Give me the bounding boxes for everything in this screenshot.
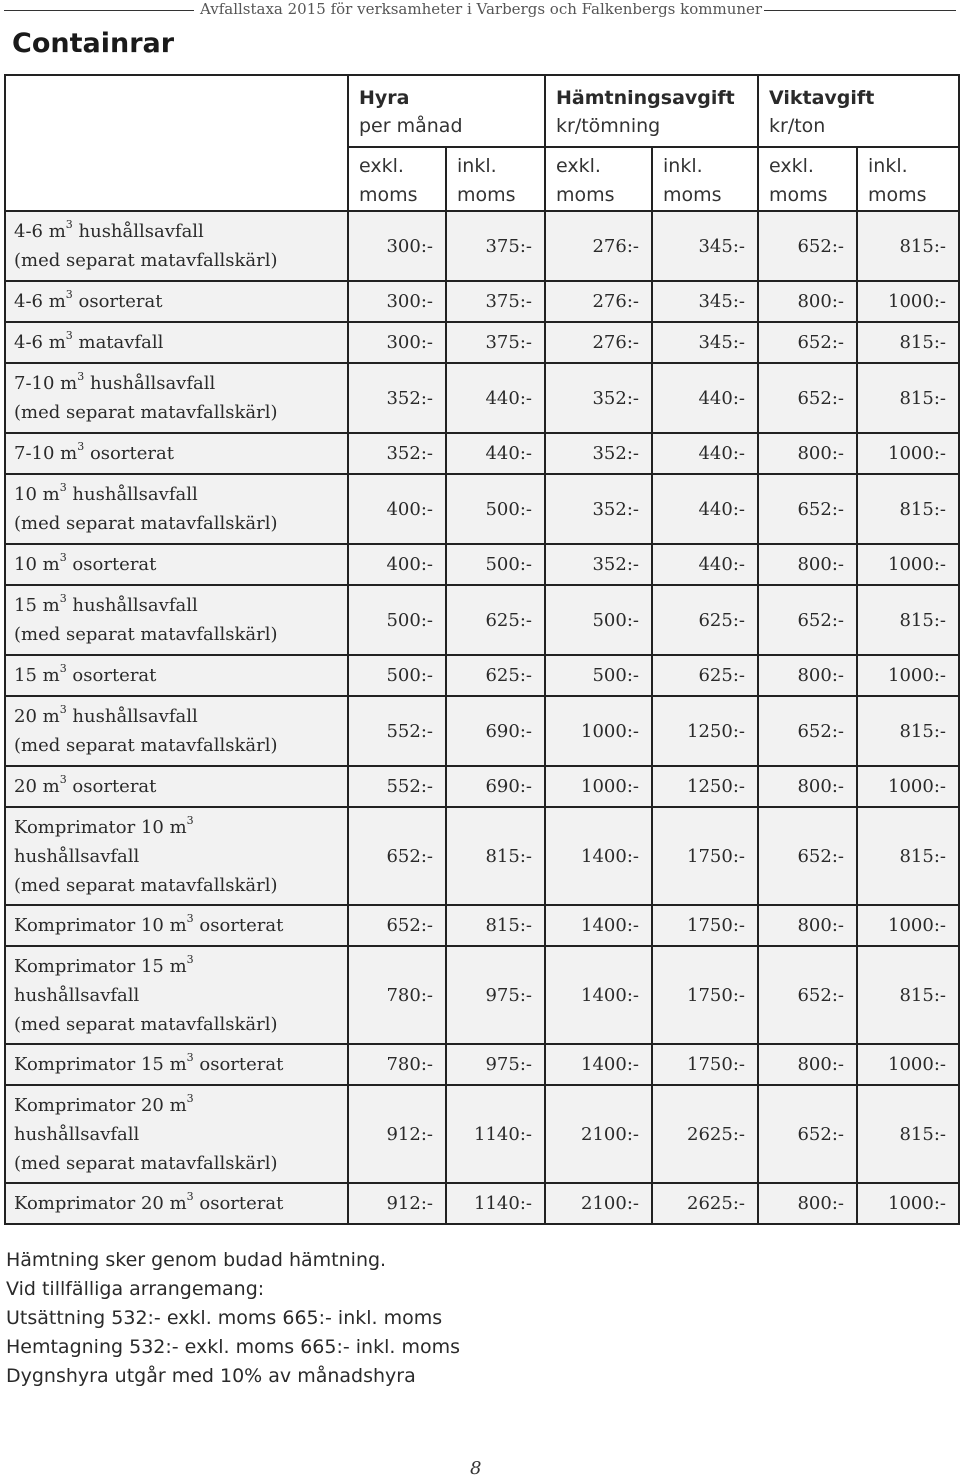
price-cell: 815:- (446, 905, 545, 946)
price-cell: 1250:- (652, 766, 758, 807)
price-cell: 1400:- (545, 905, 652, 946)
row-label-text: 20 m (14, 776, 60, 797)
price-cell: 1000:- (857, 1044, 959, 1085)
price-cell: 652:- (758, 474, 857, 544)
price-cell: 652:- (758, 211, 857, 281)
price-cell: 652:- (758, 807, 857, 905)
row-label-text: 4-6 m (14, 221, 66, 242)
row-label-line (14, 328, 347, 357)
row-label-line (14, 246, 347, 275)
price-cell: 400:- (348, 474, 446, 544)
price-cell: 500:- (446, 474, 545, 544)
price-cell: 800:- (758, 1183, 857, 1224)
note-line: Hemtagning 532:- exkl. moms 665:- inkl. moms (6, 1336, 460, 1358)
row-label-text: (med separat matavfallskärl) (14, 402, 278, 423)
row-label-text: Komprimator 15 m (14, 1054, 187, 1075)
row-label-text: matavfall (72, 332, 164, 353)
column-header (545, 147, 652, 211)
row-label-text: osorterat (193, 1054, 284, 1075)
row-label-text: osorterat (66, 665, 157, 686)
row-label-text: 7-10 m (14, 373, 78, 394)
row-label-line (14, 1010, 347, 1039)
price-cell: 1000:- (857, 433, 959, 474)
price-cell: 800:- (758, 766, 857, 807)
row-label (5, 946, 348, 1044)
price-cell: 1750:- (652, 1044, 758, 1085)
row-label-text: osorterat (193, 915, 284, 936)
row-label-line (14, 398, 347, 427)
price-cell: 1750:- (652, 946, 758, 1044)
price-cell: 352:- (545, 433, 652, 474)
price-cell: 440:- (652, 363, 758, 433)
price-cell: 815:- (857, 1085, 959, 1183)
row-label (5, 281, 348, 322)
table-row (5, 211, 959, 281)
table-row (5, 905, 959, 946)
price-cell: 625:- (446, 585, 545, 655)
cubic-superscript: 3 (186, 1091, 194, 1105)
row-label-line (14, 620, 347, 649)
row-label-text: (med separat matavfallskärl) (14, 874, 278, 896)
price-cell: 1000:- (545, 766, 652, 807)
row-label (5, 696, 348, 766)
price-cell: 1400:- (545, 807, 652, 905)
price-cell: 652:- (758, 1085, 857, 1183)
price-cell: 500:- (348, 585, 446, 655)
price-cell: 652:- (758, 363, 857, 433)
row-label (5, 766, 348, 807)
table-row (5, 807, 959, 905)
row-label-line (14, 1050, 347, 1079)
column-header (652, 147, 758, 211)
row-label-text: (med separat matavfallskärl) (14, 1013, 278, 1035)
price-cell: 652:- (758, 585, 857, 655)
price-cell: 815:- (857, 696, 959, 766)
row-label (5, 322, 348, 363)
price-cell: 352:- (348, 433, 446, 474)
price-cell: 625:- (652, 585, 758, 655)
note-line: Hämtning sker genom budad hämtning. (6, 1249, 387, 1271)
price-cell: 652:- (758, 946, 857, 1044)
row-label-line (14, 439, 347, 468)
price-cell: 345:- (652, 322, 758, 363)
note-line: Vid tillfälliga arrangemang: (6, 1278, 265, 1300)
group-header-hamtningsavgift (545, 75, 758, 147)
row-label (5, 1044, 348, 1085)
column-header-tax-type: exkl. (359, 155, 404, 177)
row-label-text: Komprimator 20 m (14, 1094, 187, 1116)
row-label-text: Komprimator 10 m (14, 816, 187, 838)
table-row (5, 433, 959, 474)
price-cell: 300:- (348, 211, 446, 281)
price-cell: 375:- (446, 281, 545, 322)
row-label-text: hushållsavfall (14, 845, 140, 867)
cubic-superscript: 3 (77, 370, 85, 383)
price-cell: 815:- (857, 946, 959, 1044)
price-cell: 2100:- (545, 1183, 652, 1224)
price-cell: 1400:- (545, 1044, 652, 1085)
price-cell: 352:- (545, 363, 652, 433)
row-label-text: Komprimator 10 m (14, 915, 187, 936)
row-label-line (14, 480, 347, 509)
row-label-text: osorterat (72, 291, 163, 312)
price-table-container (4, 74, 958, 1225)
table-row (5, 1183, 959, 1224)
row-label-text: hushållsavfall (14, 1123, 140, 1145)
row-label-line (14, 842, 347, 871)
cubic-superscript: 3 (59, 773, 67, 786)
row-label (5, 363, 348, 433)
price-cell: 440:- (652, 474, 758, 544)
row-label-line (14, 1149, 347, 1178)
row-label (5, 211, 348, 281)
row-label-text: 4-6 m (14, 291, 66, 312)
row-label-line (14, 591, 347, 620)
price-cell: 690:- (446, 766, 545, 807)
price-cell: 1750:- (652, 807, 758, 905)
price-cell: 652:- (348, 905, 446, 946)
price-cell: 500:- (545, 585, 652, 655)
row-label-text: osorterat (66, 776, 157, 797)
row-label-line (14, 813, 347, 842)
row-label-line (14, 1189, 347, 1218)
row-label-text: hushållsavfall (66, 706, 198, 727)
group-header-viktavgift (758, 75, 959, 147)
price-cell: 440:- (446, 433, 545, 474)
row-label-text: osorterat (84, 443, 174, 464)
column-header-tax-type: exkl. (556, 155, 601, 177)
row-label-line (14, 772, 347, 801)
table-row (5, 281, 959, 322)
row-label-line (14, 952, 347, 981)
row-label-line (14, 911, 347, 940)
row-label-line (14, 217, 347, 246)
row-label (5, 1183, 348, 1224)
column-header-moms: moms (868, 184, 927, 206)
row-label-line (14, 981, 347, 1010)
price-cell: 1140:- (446, 1183, 545, 1224)
row-label (5, 474, 348, 544)
cubic-superscript: 3 (59, 481, 67, 494)
column-header-moms: moms (359, 184, 418, 206)
row-label (5, 655, 348, 696)
price-cell: 800:- (758, 281, 857, 322)
price-cell: 300:- (348, 281, 446, 322)
row-label (5, 1085, 348, 1183)
row-label-text: osorterat (66, 554, 157, 575)
group-title: Hyra (359, 87, 410, 109)
cubic-superscript: 3 (77, 440, 85, 453)
section-title: Containrar (12, 28, 175, 59)
row-label-line (14, 731, 347, 760)
row-label-text: Komprimator 15 m (14, 955, 187, 977)
table-row (5, 655, 959, 696)
column-header-tax-type: inkl. (868, 155, 908, 177)
row-label-text: (med separat matavfallskärl) (14, 1152, 278, 1174)
price-cell: 815:- (857, 363, 959, 433)
note-line: Utsättning 532:- exkl. moms 665:- inkl. moms (6, 1307, 443, 1329)
table-row (5, 474, 959, 544)
group-title: Viktavgift (769, 87, 875, 109)
price-cell: 690:- (446, 696, 545, 766)
table-row (5, 696, 959, 766)
row-label (5, 544, 348, 585)
row-label-text: 10 m (14, 484, 60, 505)
price-cell: 912:- (348, 1085, 446, 1183)
cubic-superscript: 3 (59, 662, 67, 675)
row-label-text: 15 m (14, 665, 60, 686)
price-cell: 815:- (857, 807, 959, 905)
row-label-text: 10 m (14, 554, 60, 575)
row-label (5, 807, 348, 905)
row-label-text: hushållsavfall (72, 221, 204, 242)
price-cell: 2625:- (652, 1183, 758, 1224)
price-cell: 1400:- (545, 946, 652, 1044)
row-label-line (14, 661, 347, 690)
price-cell: 345:- (652, 281, 758, 322)
price-cell: 815:- (446, 807, 545, 905)
price-cell: 276:- (545, 281, 652, 322)
price-cell: 1000:- (857, 544, 959, 585)
row-label-text: osorterat (193, 1193, 284, 1214)
cubic-superscript: 3 (65, 288, 73, 301)
row-label-text: hushållsavfall (84, 373, 216, 394)
price-cell: 400:- (348, 544, 446, 585)
price-cell: 780:- (348, 1044, 446, 1085)
row-label-text: 4-6 m (14, 332, 66, 353)
row-label-text: Komprimator 20 m (14, 1193, 187, 1214)
price-cell: 552:- (348, 696, 446, 766)
row-label-line (14, 509, 347, 538)
row-label-text: hushållsavfall (14, 984, 140, 1006)
cubic-superscript: 3 (65, 329, 73, 342)
column-header-tax-type: inkl. (663, 155, 703, 177)
table-row (5, 322, 959, 363)
row-label-text: hushållsavfall (66, 595, 198, 616)
price-cell: 912:- (348, 1183, 446, 1224)
cubic-superscript: 3 (65, 218, 73, 231)
price-cell: 375:- (446, 322, 545, 363)
group-title: Hämtningsavgift (556, 87, 735, 109)
price-cell: 276:- (545, 322, 652, 363)
group-unit: kr/tömning (556, 115, 661, 137)
column-header (446, 147, 545, 211)
price-cell: 815:- (857, 322, 959, 363)
column-header-tax-type: inkl. (457, 155, 497, 177)
price-cell: 652:- (758, 322, 857, 363)
price-cell: 276:- (545, 211, 652, 281)
table-corner-cell (5, 75, 348, 211)
price-cell: 975:- (446, 946, 545, 1044)
price-cell: 1000:- (857, 281, 959, 322)
cubic-superscript: 3 (186, 813, 194, 827)
price-cell: 975:- (446, 1044, 545, 1085)
column-header-tax-type: exkl. (769, 155, 814, 177)
price-cell: 2625:- (652, 1085, 758, 1183)
table-row (5, 766, 959, 807)
column-header (348, 147, 446, 211)
cubic-superscript: 3 (186, 952, 194, 966)
row-label (5, 905, 348, 946)
price-cell: 552:- (348, 766, 446, 807)
price-table (4, 74, 960, 1225)
column-header (857, 147, 959, 211)
row-label (5, 585, 348, 655)
price-table-body (5, 75, 959, 1224)
cubic-superscript: 3 (59, 592, 67, 605)
price-cell: 440:- (446, 363, 545, 433)
price-cell: 352:- (545, 544, 652, 585)
row-label-line (14, 1091, 347, 1120)
cubic-superscript: 3 (59, 703, 67, 716)
price-cell: 652:- (758, 696, 857, 766)
row-label-line (14, 1120, 347, 1149)
price-cell: 780:- (348, 946, 446, 1044)
price-cell: 1000:- (857, 766, 959, 807)
row-label-line (14, 287, 347, 316)
price-cell: 440:- (652, 433, 758, 474)
row-label-text: (med separat matavfallskärl) (14, 624, 278, 645)
table-group-header-row (5, 75, 959, 147)
notes-section (6, 1246, 460, 1391)
row-label-line (14, 550, 347, 579)
price-cell: 800:- (758, 433, 857, 474)
column-header-moms: moms (457, 184, 516, 206)
price-cell: 1000:- (857, 905, 959, 946)
table-row (5, 1085, 959, 1183)
price-cell: 375:- (446, 211, 545, 281)
price-cell: 800:- (758, 1044, 857, 1085)
table-row (5, 544, 959, 585)
price-cell: 800:- (758, 655, 857, 696)
document-title: Avfallstaxa 2015 för verksamheter i Varbergs och Falkenbergs kommuner (200, 0, 763, 18)
page-number: 8 (470, 1458, 482, 1479)
table-row (5, 946, 959, 1044)
price-cell: 352:- (348, 363, 446, 433)
header-rule-right (764, 10, 956, 11)
row-label-text: 20 m (14, 706, 60, 727)
price-cell: 500:- (446, 544, 545, 585)
price-cell: 815:- (857, 474, 959, 544)
page-header (0, 0, 960, 20)
price-cell: 1000:- (857, 655, 959, 696)
row-label-text: (med separat matavfallskärl) (14, 250, 278, 271)
row-label-text: (med separat matavfallskärl) (14, 735, 278, 756)
price-cell: 815:- (857, 585, 959, 655)
row-label (5, 433, 348, 474)
group-unit: kr/ton (769, 115, 826, 137)
row-label-text: 15 m (14, 595, 60, 616)
price-cell: 652:- (348, 807, 446, 905)
price-cell: 800:- (758, 544, 857, 585)
cubic-superscript: 3 (186, 1051, 194, 1064)
row-label-line (14, 871, 347, 900)
row-label-line (14, 369, 347, 398)
price-cell: 1250:- (652, 696, 758, 766)
price-cell: 1140:- (446, 1085, 545, 1183)
group-header-hyra (348, 75, 545, 147)
price-cell: 352:- (545, 474, 652, 544)
note-line: Dygnshyra utgår med 10% av månadshyra (6, 1365, 416, 1387)
price-cell: 1750:- (652, 905, 758, 946)
price-cell: 2100:- (545, 1085, 652, 1183)
row-label-text: (med separat matavfallskärl) (14, 513, 278, 534)
table-row (5, 585, 959, 655)
column-header-moms: moms (663, 184, 722, 206)
price-cell: 1000:- (545, 696, 652, 766)
price-cell: 300:- (348, 322, 446, 363)
row-label-text: 7-10 m (14, 443, 78, 464)
price-cell: 500:- (348, 655, 446, 696)
price-cell: 625:- (446, 655, 545, 696)
price-cell: 815:- (857, 211, 959, 281)
column-header (758, 147, 857, 211)
cubic-superscript: 3 (186, 1190, 194, 1203)
header-rule-left (4, 10, 194, 11)
group-unit: per månad (359, 115, 463, 137)
column-header-moms: moms (556, 184, 615, 206)
price-cell: 625:- (652, 655, 758, 696)
cubic-superscript: 3 (186, 912, 194, 925)
table-row (5, 1044, 959, 1085)
row-label-line (14, 702, 347, 731)
price-cell: 500:- (545, 655, 652, 696)
column-header-moms: moms (769, 184, 828, 206)
price-cell: 440:- (652, 544, 758, 585)
price-cell: 800:- (758, 905, 857, 946)
row-label-text: hushållsavfall (66, 484, 198, 505)
price-cell: 345:- (652, 211, 758, 281)
price-cell: 1000:- (857, 1183, 959, 1224)
table-row (5, 363, 959, 433)
cubic-superscript: 3 (59, 551, 67, 564)
